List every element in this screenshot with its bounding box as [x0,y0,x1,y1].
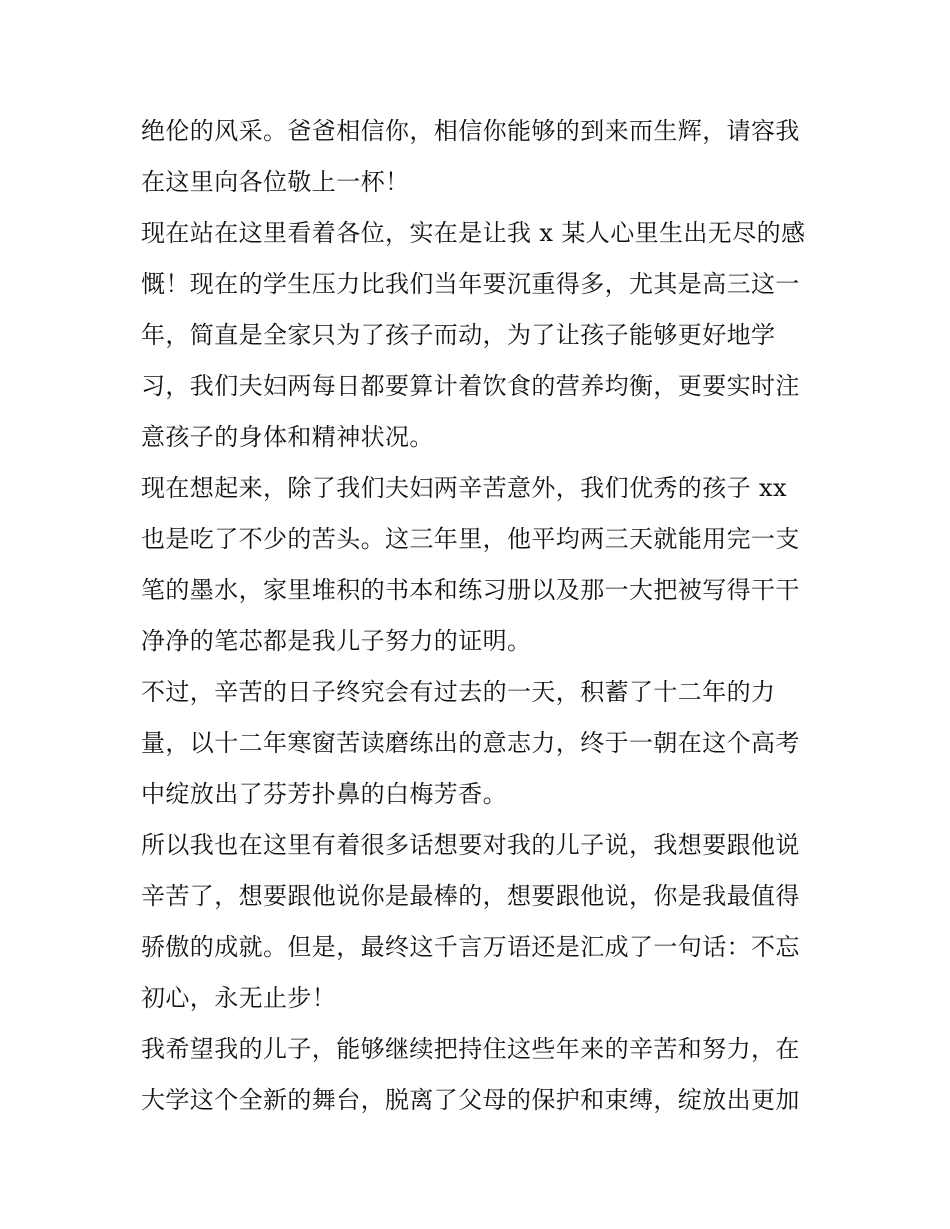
text-line: 笔的墨水，家里堆积的书本和练习册以及那一大把被写得干干 [141,576,800,604]
text-line: 现在想起来，除了我们夫妇两辛苦意外，我们优秀的孩子 xx [141,474,787,502]
document-body [141,106,821,1126]
text-line: 量，以十二年寒窗苦读磨练出的意志力，终于一朝在这个高考 [141,729,800,757]
text-line: 慨！现在的学生压力比我们当年要沉重得多，尤其是高三这一 [141,270,800,298]
text-line: 不过，辛苦的日子终究会有过去的一天，积蓄了十二年的力 [141,678,776,706]
text-line: 净净的笔芯都是我儿子努力的证明。 [141,627,532,655]
text-line: 骄傲的成就。但是，最终这千言万语还是汇成了一句话：不忘 [141,933,800,961]
text-line: 中绽放出了芬芳扑鼻的白梅芳香。 [141,780,507,808]
text-line: 初心，永无止步！ [141,984,337,1012]
text-line: 意孩子的身体和精神状况。 [141,423,434,451]
text-line: 所以我也在这里有着很多话想要对我的儿子说，我想要跟他说 [141,831,800,859]
text-line: 也是吃了不少的苦头。这三年里，他平均两三天就能用完一支 [141,525,800,553]
text-line: 我希望我的儿子，能够继续把持住这些年来的辛苦和努力，在 [141,1035,800,1063]
text-line: 辛苦了，想要跟他说你是最棒的，想要跟他说，你是我最值得 [141,882,800,910]
text-line: 绝伦的风采。爸爸相信你，相信你能够的到来而生辉，请容我 [141,117,800,145]
text-line: 现在站在这里看着各位，实在是让我 x 某人心里生出无尽的感 [141,219,806,247]
text-line: 习，我们夫妇两每日都要算计着饮食的营养均衡，更要实时注 [141,372,800,400]
text-line: 大学这个全新的舞台，脱离了父母的保护和束缚，绽放出更加 [141,1086,800,1114]
text-line: 在这里向各位敬上一杯！ [141,168,410,196]
text-line: 年，简直是全家只为了孩子而动，为了让孩子能够更好地学 [141,321,776,349]
